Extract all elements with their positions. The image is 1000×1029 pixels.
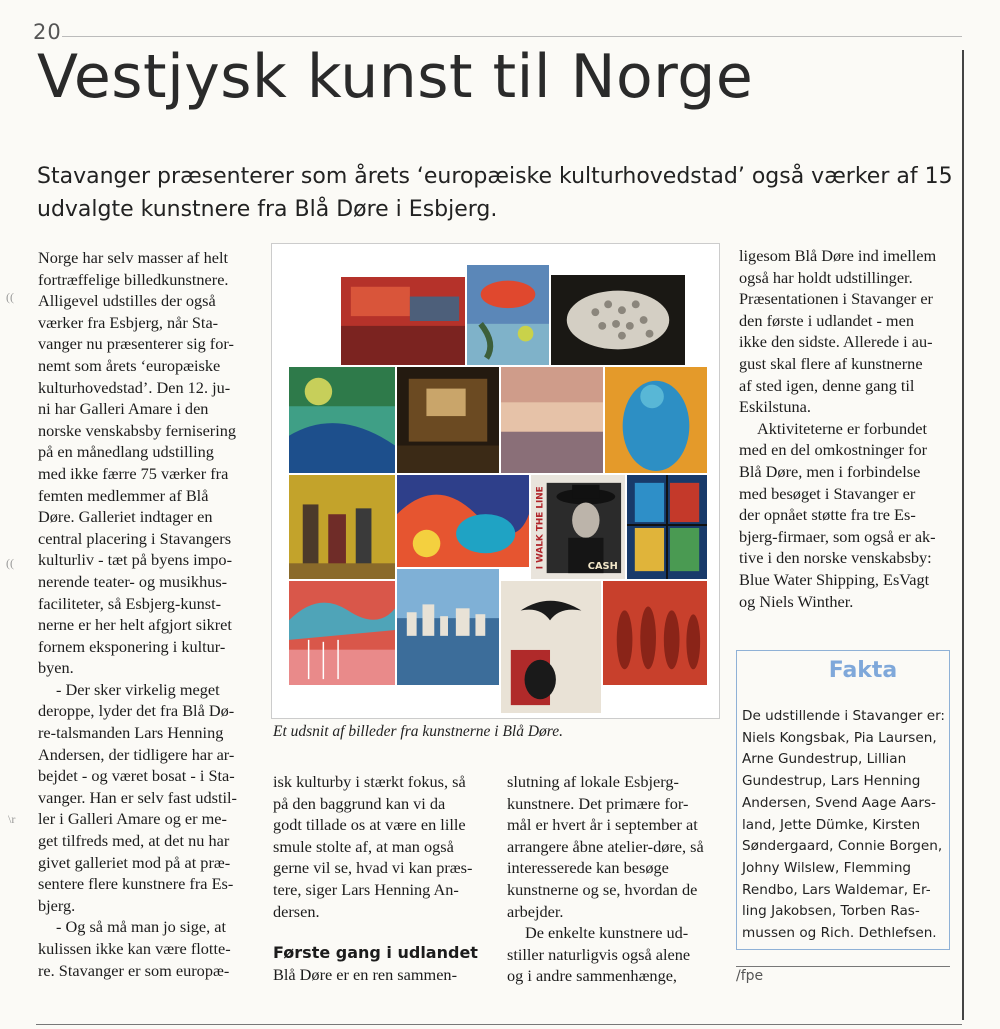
author-signoff: /fpe [736,968,764,984]
painting-color-splash [396,474,530,568]
paragraph: De enkelte kunstnere ud- stiller naturligvis også alene og i andre sammenhænge, [507,923,691,986]
paragraph: - Der sker virkelig meget deroppe, lyder det fra Blå Dø- re-talsmanden Lars Henning Andersen, der tidligere har ar- bejdet - og været bosat - i Sta- vanger. Han er selv fast udstil- ler i Galleri Amare og er me- get tilfreds med, at det nu har givet galleriet mod på at præ- sentere flere kunstnere fra Es- bjerg. [38,679,237,915]
subheadline: Stavanger præsenterer som årets ‘europæiske kulturhovedstad’ også værker af 15 udvalgte kunstnere fra Blå Døre i Esbjerg. [37,164,953,222]
margin-scan-mark: (( [6,556,14,570]
painting-fish [466,264,550,366]
article-column-2 [273,771,498,986]
margin-scan-mark: (( [6,290,14,304]
painting-blue-figure [604,366,708,474]
fakta-title: Fakta [828,658,898,683]
poster-vertical-text: I WALK THE LINE [535,486,546,570]
painting-pink-landscape [288,580,396,686]
paragraph: - Og så må man jo sige, at kulissen ikke kan være flotte- re. Stavanger er som europæ- [38,917,231,980]
article-column-1 [38,247,260,981]
painting-red-figures [602,580,708,686]
paragraph: slutning af lokale Esbjerg- kunstnere. Det primære for- mål er hvert år i september at arrangere åbne atelier-døre, så interesserede kan besøge kunstnerne og se, hvordan de arbejder. [507,772,704,921]
margin-scan-mark: \r [8,812,16,826]
paragraph: Blå Døre er en ren sammen- [273,965,457,985]
poster-johnny-cash [530,474,626,580]
paragraph: ligesom Blå Døre ind imellem også har holdt udstillinger. Præsentationen i Stavanger er den første i udlandet - men ikke den sidste. Allerede i au- gust skal flere af kunstnerne af sted igen, denne gang til Eskilstuna. [739,246,937,417]
page-number: 20 [33,20,62,44]
painting-dark-forest [396,366,500,474]
photo-caption: Et udsnit af billeder fra kunstnerne i Blå Døre. [273,723,564,740]
painting-stained-glass [626,474,708,580]
paragraph: Norge har selv masser af helt fortræffelige billedkunstnere. Alligevel udstilles der også værker fra Esbjerg, når Sta- vanger nu præsenterer sig for- nemt som årets ‘europæiske kulturhovedstad’. Den 12. ju- ni har Galleri Amare i den norske venskabsby fernisering på en månedlang udstilling med ikke færre 75 værker fra femten medlemmer af Blå Døre. Galleriet indtager en central placering i Stavangers kulturliv - tæt på byens impo- nerende teater- og musikhus- faciliteter, så Esbjerg-kunst- nerne er her helt afgjort sikret fornem eksponering i kultur- byen. [38,248,237,678]
painting-coral [550,274,686,366]
top-rule [62,36,962,37]
fakta-body: De udstillende i Stavanger er: Niels Kongsbak, Pia Laursen, Arne Gundestrup, Lillian Gundestrup, Lars Henning Andersen, Svend Aage Aars- land, Jette Dümke, Kirsten Søndergaard, Connie Borgen, Johny Wilslew, Flemming Rendbo, Lars Waldemar, Er- ling Jakobsen, Torben Ras- mussen og Rich. Dethlefsen. [742,708,946,942]
paragraph: Aktiviteterne er forbundet med en del omkostninger for Blå Døre, men i forbindelse med besøget i Stavanger er der opnået støtte fra tre Es- bjerg-firmaer, som også er ak- tive i den norske venskabsby: Blue Water Shipping, EsVagt og Niels Winther. [739,418,936,611]
painting-yellow-figures [288,474,396,580]
right-column-rule [962,50,964,1020]
painting-bull-horns [500,580,602,714]
painting-city-harbor [396,568,500,686]
painting-green-abstract [288,366,396,474]
artwork-photo [271,243,720,719]
headline: Vestjysk kunst til Norge [37,42,754,112]
poster-name-text: CASH [587,561,618,573]
painting-red-landscape [340,276,466,366]
bottom-rule [36,1024,962,1025]
article-column-3 [507,771,729,987]
fakta-rule [736,966,950,967]
paragraph: isk kulturby i stærkt fokus, så på den baggrund kan vi da godt tillade os at være en lille smule stolte af, at man også gerne vil se, hvad vi kan præs- tere, siger Lars Henning An- dersen. [273,772,473,921]
painting-pastel-stripes [500,366,604,474]
section-heading: Første gang i udlandet [273,943,478,963]
article-column-4 [739,245,961,612]
